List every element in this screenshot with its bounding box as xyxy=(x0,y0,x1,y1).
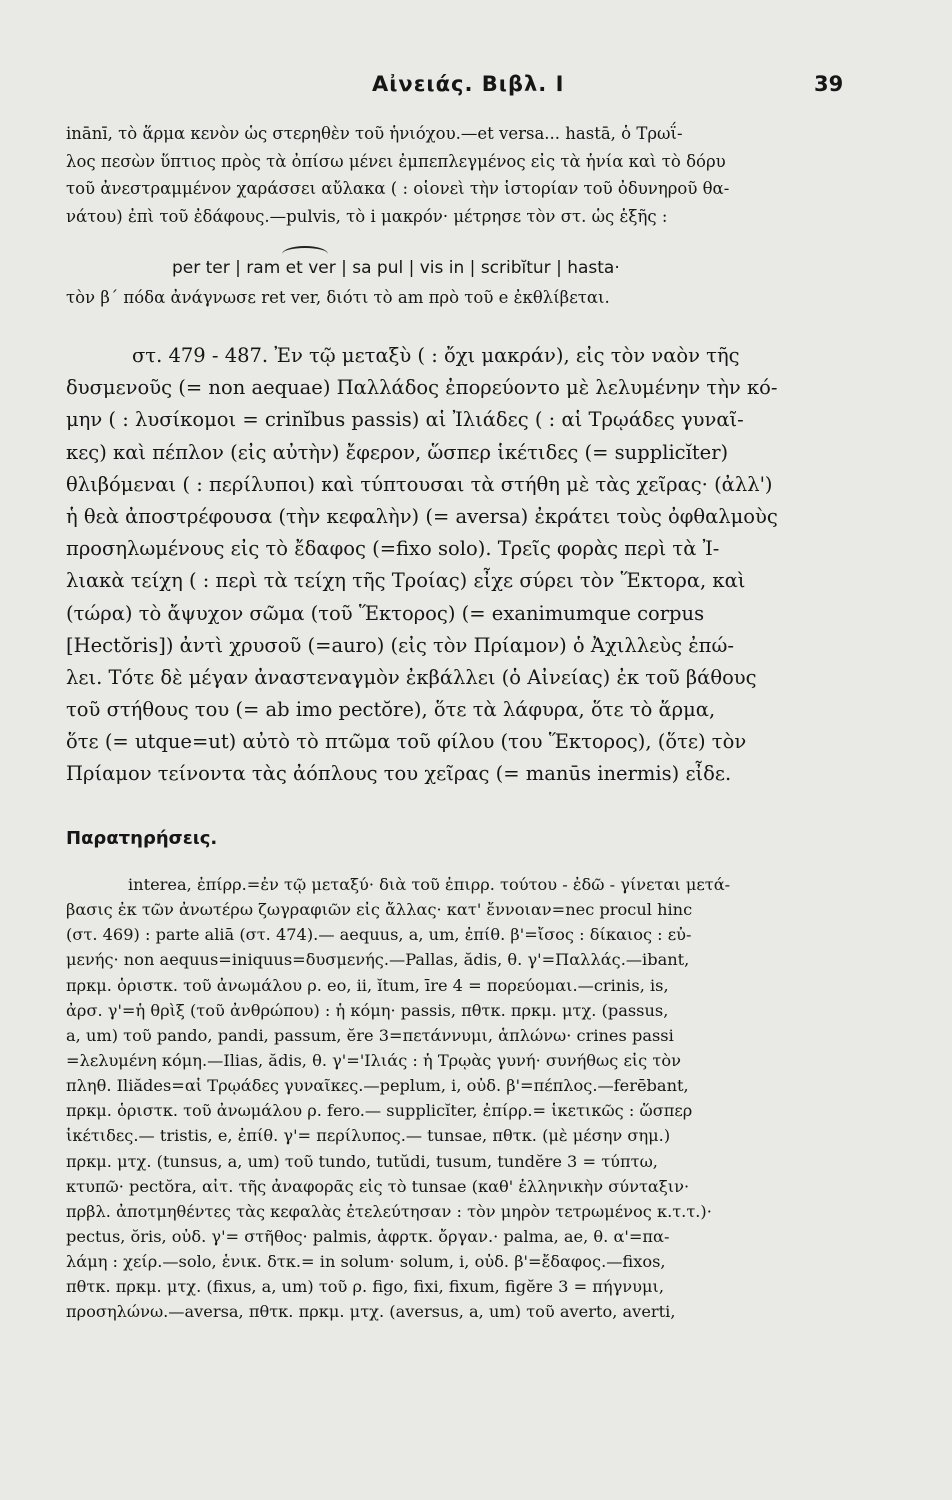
text-line: πρκμ. ὁριστκ. τοῦ ἀνωμάλου ρ. eo, ii, ĭtum, īre 4 = πορεύομαι.—crinis, is, xyxy=(66,975,669,995)
text-line: (στ. 469) : parte aliā (στ. 474).— aequus, a, um, ἐπίθ. β'=ἴσος : δίκαιος : εὐ- xyxy=(66,925,692,945)
text-line: μενής· non aequus=iniquus=δυσμενής.—Pallas, ădis, θ. γ'=Παλλάς.—ibant, xyxy=(66,950,690,970)
text-line: λει. Τότε δὲ μέγαν ἀναστεναγμὸν ἐκβάλλει (ὁ Αἰνείας) ἐκ τοῦ βάθους xyxy=(66,665,757,689)
text-line: προσηλωμένους εἰς τὸ ἔδαφος (=fixo solo). Τρεῖς φορὰς περὶ τὰ Ἰ- xyxy=(66,537,720,561)
text-line: νάτου) ἐπὶ τοῦ ἐδάφους.—pulvis, τὸ i μακρόν· μέτρησε τὸν στ. ὡς ἑξῆς : xyxy=(66,206,668,226)
text-line: ἡ θεὰ ἀποστρέφουσα (τὴν κεφαλὴν) (= aversa) ἐκράτει τοὺς ὀφθαλμοὺς xyxy=(66,504,778,528)
text-line: a, um) τοῦ pando, pandi, passum, ĕre 3=πετάννυμι, ἁπλώνω· crines passi xyxy=(66,1025,674,1045)
text-line: inānī, τὸ ἅρμα κενὸν ὡς στερηθὲν τοῦ ἡνιόχου.—et versa... hastā, ὁ Τρωΐ- xyxy=(66,124,683,143)
text-line: πρκμ. ὁριστκ. τοῦ ἀνωμάλου ρ. fero.— supplicĭter, ἐπίρρ.= ἱκετικῶς : ὥσπερ xyxy=(66,1101,693,1121)
text-line: προσηλώνω.—aversa, πθτκ. πρκμ. μτχ. (aversus, a, um) τοῦ averto, averti, xyxy=(66,1302,676,1322)
text-line: ἱκέτιδες.— tristis, e, ἐπίθ. γ'= περίλυπος.— tunsae, πθτκ. (μὲ μέσην σημ.) xyxy=(66,1126,671,1146)
text-line: ὅτε (= utque=ut) αὐτὸ τὸ πτῶμα τοῦ φίλου (του Ἕκτορος), (ὅτε) τὸν xyxy=(66,730,747,754)
text-line: λάμη : χείρ.—solo, ἑνικ. δτκ.= in solum· solum, i, οὐδ. β'=ἔδαφος.—fixos, xyxy=(66,1252,666,1272)
text-line: λος πεσὼν ὕπτιος πρὸς τὰ ὀπίσω μένει ἐμπεπλεγμένος εἰς τὰ ἡνία καὶ τὸ δόρυ xyxy=(66,151,726,171)
meter-note: τὸν β΄ πόδα ἀνάγνωσε ret ver, διότι τὸ am πρὸ τοῦ e ἐκθλίβεται. xyxy=(66,288,610,307)
text-line: pectus, ŏris, οὐδ. γ'= στῆθος· palmis, ἀφρτκ. ὄργαν.· palma, ae, θ. α'=πα- xyxy=(66,1226,670,1246)
text-line: κτυπῶ· pectŏra, αἰτ. τῆς ἀναφορᾶς εἰς τὸ tunsae (καθ' ἑλληνικὴν σύνταξιν· xyxy=(66,1176,690,1196)
text-line: λιακὰ τείχη ( : περὶ τὰ τείχη τῆς Τροίας) εἶχε σύρει τὸν Ἕκτορα, καὶ xyxy=(66,569,746,593)
text-line: [Hectŏris]) ἀντὶ χρυσοῦ (=auro) (εἰς τὸν Πρίαμον) ὁ Ἀχιλλεὺς ἐπώ- xyxy=(66,633,734,657)
text-line: ἀρσ. γ'=ἡ θρὶξ (τοῦ ἀνθρώπου) : ἡ κόμη· passis, πθτκ. πρκμ. μτχ. (passus, xyxy=(66,1000,669,1020)
text-line: βασις ἐκ τῶν ἀνωτέρω ζωγραφιῶν εἰς ἄλλας· κατ' ἔννοιαν=nec procul hinc xyxy=(66,900,693,920)
text-line: =λελυμένη κόμη.—Ilias, ădis, θ. γ'='Ιλιάς : ἡ Τρῳὰς γυνή· συνήθως εἰς τὸν xyxy=(66,1050,681,1070)
meter-scansion: per ter | ram et ver | sa pul | vis in | scribĭtur | hasta· xyxy=(172,258,620,278)
text-line: μην ( : λυσίκομοι = crinĭbus passis) αἱ Ἰλιάδες ( : αἱ Τρῳάδες γυναῖ- xyxy=(66,408,744,432)
text-line: θλιβόμεναι ( : περίλυποι) καὶ τύπτουσαι τὰ στήθη μὲ τὰς χεῖρας· (ἀλλ') xyxy=(66,472,773,496)
notes-heading: Παρατηρήσεις. xyxy=(66,828,218,849)
commentary-paragraph xyxy=(66,340,852,791)
text-line: τοῦ ἀνεστραμμένον χαράσσει αὔλακα ( : οἱονεὶ τὴν ἱστορίαν τοῦ ὀδυνηροῦ θα- xyxy=(66,179,730,198)
text-line: δυσμενοῦς (= non aequae) Παλλάδος ἐπορεύοντο μὲ λελυμένην τὴν κό- xyxy=(66,376,778,400)
text-line: τοῦ στήθους του (= ab imo pectŏre), ὅτε τὰ λάφυρα, ὅτε τὸ ἅρμα, xyxy=(66,698,716,722)
text-line: κες) καὶ πέπλον (εἰς αὐτὴν) ἔφερον, ὥσπερ ἱκέτιδες (= supplicĭter) xyxy=(66,440,729,464)
running-header xyxy=(0,72,952,102)
text-line: στ. 479 - 487. Ἐν τῷ μεταξὺ ( : ὄχι μακράν), εἰς τὸν ναὸν τῆς xyxy=(132,344,740,367)
text-line: interea, ἐπίρρ.=ἐν τῷ μεταξύ· διὰ τοῦ ἐπιρρ. τούτου - ἐδῶ - γίνεται μετά- xyxy=(128,875,731,894)
text-line: πρκμ. μτχ. (tunsus, a, um) τοῦ tundo, tutŭdi, tusum, tundĕre 3 = τύπτω, xyxy=(66,1151,658,1171)
text-line: πληθ. Iliădes=αἱ Τρῳάδες γυναῖκες.—peplum, i, οὐδ. β'=πέπλος.—ferēbant, xyxy=(66,1076,689,1096)
text-line: (τώρα) τὸ ἄψυχον σῶμα (τοῦ Ἕκτορος) (= exanimumque corpus xyxy=(66,601,705,625)
page-number: 39 xyxy=(814,72,844,96)
header-title: Αἰνειάς. Βιβλ. Ι xyxy=(372,72,565,96)
intro-paragraph xyxy=(66,120,852,230)
text-line: πθτκ. πρκμ. μτχ. (fixus, a, um) τοῦ ρ. figo, fixi, fixum, figĕre 3 = πήγνυμι, xyxy=(66,1277,664,1297)
notes-paragraph xyxy=(66,872,852,1325)
text-line: Πρίαμον τείνοντα τὰς ἀόπλους του χεῖρας (= manūs inermis) εἶδε. xyxy=(66,762,732,786)
text-line: πρβλ. ἀποτμηθέντες τὰς κεφαλὰς ἐτελεύτησαν : τὸν μηρὸν τετρωμένος κ.τ.τ.)· xyxy=(66,1201,712,1221)
